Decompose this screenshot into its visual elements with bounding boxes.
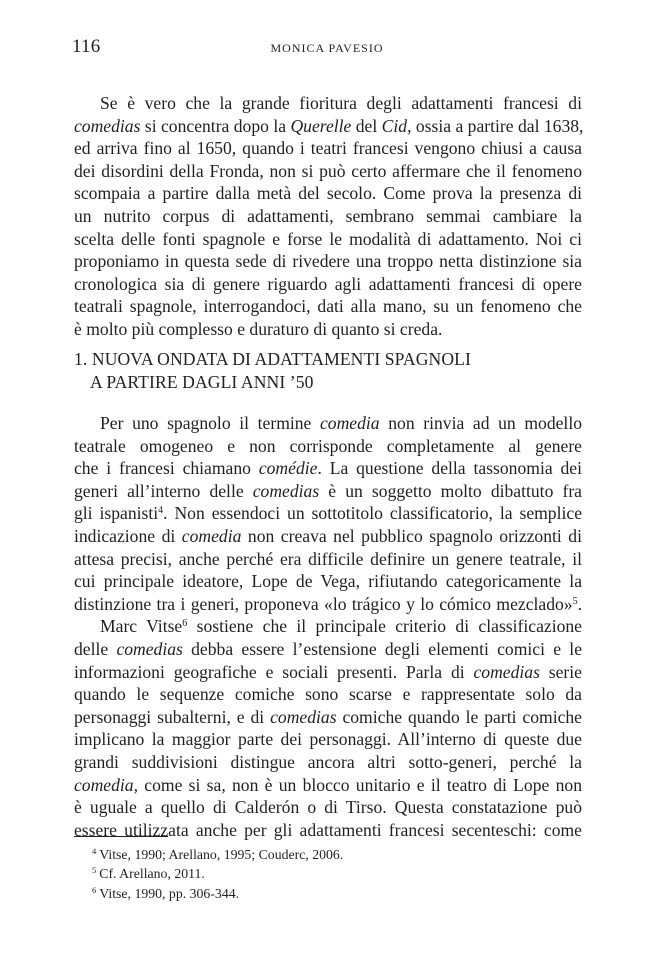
text-line: grandi suddivisioni distingue ancora altri sotto-generi, perché la	[74, 751, 582, 772]
section-heading	[74, 348, 582, 393]
italic-term: comedia	[181, 525, 242, 546]
text-line: scelta delle fonti spagnole e forse le modalità di adattamento. Noi ci	[74, 228, 582, 249]
footnote	[92, 864, 572, 883]
section-body	[74, 412, 582, 841]
footnote-ref: 6	[182, 618, 188, 630]
footnote-ref: 4	[158, 505, 164, 517]
text-line: quando le sequenze comiche sono scarse e rappresentate solo da	[74, 684, 582, 705]
text-run: si concentra dopo la	[140, 115, 291, 136]
running-head: MONICA PAVESIO	[270, 41, 384, 55]
italic-term: Querelle	[290, 115, 352, 136]
text-run: è un soggetto molto dibattuto fra	[319, 480, 582, 501]
footnotes	[92, 845, 572, 903]
italic-term: comedias	[270, 706, 337, 727]
text-line: dei disordini della Fronda, non si può certo affermare che il fenomeno	[74, 160, 582, 181]
text-run: non creava nel pubblico spagnolo orizzonti di	[241, 525, 582, 546]
text-line: è molto più complesso e duraturo di quanto si creda.	[74, 318, 443, 339]
text-run: Marc Vitse	[100, 616, 183, 637]
italic-term: comédie	[258, 458, 318, 479]
text-line	[74, 774, 582, 797]
text-line: teatrale omogeneo e non corrisponde completamente al genere	[74, 435, 582, 456]
text-line	[74, 525, 582, 548]
italic-term: Cid	[381, 115, 408, 136]
text-run: delle	[74, 638, 117, 659]
text-line	[74, 661, 582, 684]
footnote-text: Vitse, 1990, pp. 306-344.	[99, 885, 240, 901]
text-run: personaggi subalterni, e di	[74, 706, 271, 727]
text-run: sostiene che il principale criterio di classificazione	[187, 616, 582, 637]
text-line: scompaia a partire dalla metà del secolo. Come prova la presenza di	[74, 183, 582, 204]
section-heading-line: A PARTIRE DAGLI ANNI ’50	[90, 371, 314, 392]
footnote-mark: 6	[92, 884, 97, 895]
text-line	[74, 638, 582, 661]
text-run: . La questione della tassonomia dei	[317, 458, 582, 479]
text-line	[74, 457, 582, 480]
text-line: cronologica sia di genere riguardo agli adattamenti francesi di opere	[74, 273, 582, 294]
page-number: 116	[72, 36, 101, 57]
text-run: gli ispanisti	[74, 503, 159, 524]
text-line: implicano la maggior parte dei personaggi. All’interno di queste due	[74, 729, 582, 750]
text-run: indicazione di	[74, 525, 182, 546]
text-run: generi all’interno delle	[74, 480, 253, 501]
text-run: distinzione tra i generi, proponeva «lo trágico y lo cómico mezclado»	[74, 593, 573, 614]
text-run: .	[577, 593, 582, 614]
text-run: non rinvia ad un modello	[379, 413, 583, 433]
text-line: attesa precisi, anche perché era difficile definire un genere teatrale, il	[74, 548, 582, 569]
italic-term: comedias	[74, 115, 141, 136]
text-line	[74, 480, 582, 503]
italic-term: comedia	[320, 413, 380, 433]
text-line	[74, 412, 582, 435]
text-line: teatrali spagnole, interrogandoci, dati alla mano, su un fenomeno che	[74, 296, 582, 317]
text-line: cui principale ideatore, Lope de Vega, rifiutando categoricamente la	[74, 571, 582, 592]
italic-term: comedia,	[74, 774, 139, 795]
text-line: proponiamo in questa sede di rivedere una troppo netta distinzione sia	[74, 251, 582, 272]
text-line	[74, 115, 582, 138]
text-run: Per uno spagnolo il termine	[100, 413, 320, 433]
text-line	[74, 615, 582, 638]
italic-term: comedias	[116, 638, 183, 659]
text-line: Se è vero che la grande fioritura degli adattamenti francesi di	[100, 93, 582, 113]
footnote	[92, 884, 572, 903]
text-line: essere utilizzata anche per gli adattamenti francesi secenteschi: come	[74, 819, 582, 840]
text-line	[74, 502, 582, 525]
footnote-separator	[74, 836, 168, 837]
text-run: comiche quando le parti comiche	[336, 706, 582, 727]
text-run: informazioni geografiche e sociali presenti. Parla di	[74, 661, 474, 682]
section-heading-line: 1. NUOVA ONDATA DI ADATTAMENTI SPAGNOLI	[74, 349, 471, 369]
text-run: che i francesi chiamano	[74, 458, 259, 479]
text-run: serie	[539, 661, 582, 682]
text-line: un nutrito corpus di adattamenti, sembrano semmai cambiare la	[74, 205, 582, 226]
text-run: , ossia a partire dal 1638,	[407, 115, 584, 136]
italic-term: comedias	[252, 480, 320, 501]
text-run: come si sa, non è un blocco unitario e il teatro di Lope non	[138, 774, 582, 795]
italic-term: comedias	[473, 661, 540, 682]
text-line	[74, 706, 582, 729]
text-run: debba essere l’estensione degli elementi comici e le	[182, 638, 582, 659]
text-run: . Non essendoci un sottotitolo classificatorio, la semplice	[163, 503, 582, 524]
text-line	[74, 593, 582, 616]
text-line: ed arriva fino al 1650, quando i teatri francesi vengono chiusi a causa	[74, 138, 582, 159]
text-line: è uguale a quello di Calderón o di Tirso. Questa constatazione può	[74, 797, 582, 818]
footnote	[92, 845, 572, 864]
text-run: del	[351, 115, 382, 136]
footnote-mark: 4	[92, 846, 97, 856]
footnote-mark: 5	[92, 865, 97, 876]
footnote-text: Vitse, 1990; Arellano, 1995; Couderc, 2006.	[99, 847, 344, 862]
intro-paragraph	[74, 92, 582, 341]
footnote-text: Cf. Arellano, 2011.	[99, 866, 205, 882]
footnote-ref: 5	[572, 595, 578, 607]
